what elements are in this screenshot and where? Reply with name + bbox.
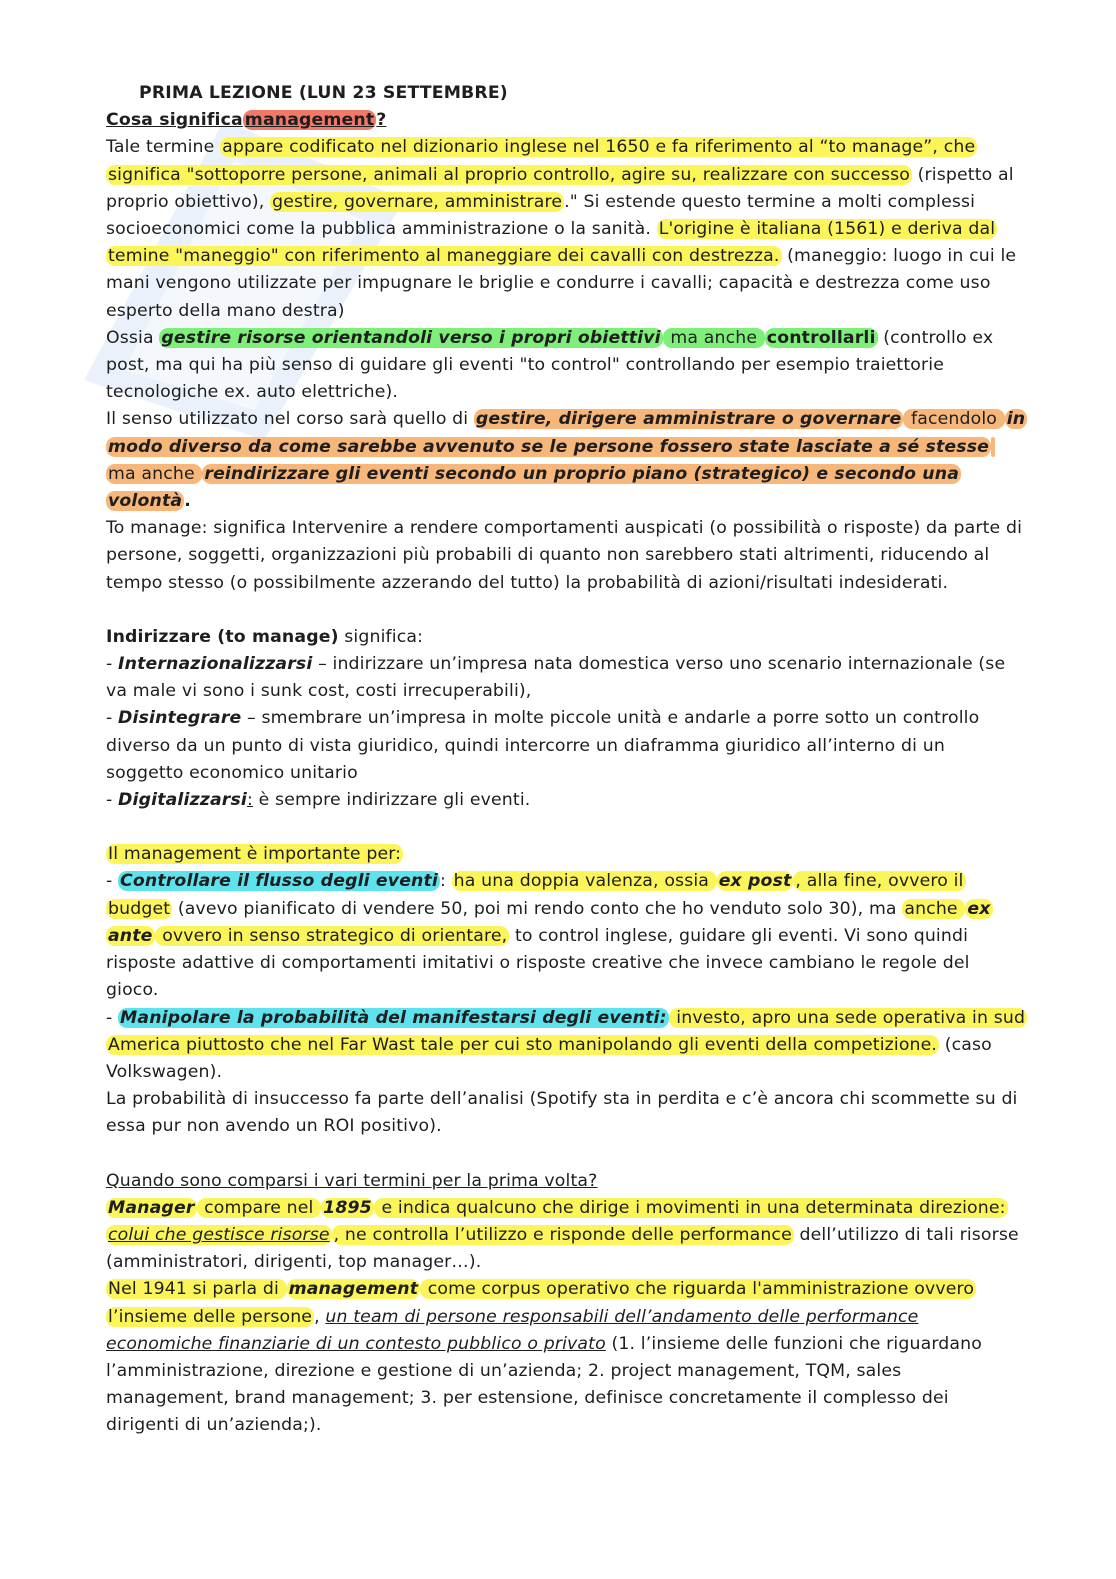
- text: Ossia: [106, 327, 160, 348]
- question-text: Cosa significa: [106, 110, 243, 131]
- highlight-orange: facendolo: [905, 409, 1003, 430]
- text: ,: [314, 1306, 326, 1327]
- highlight-yellow: investo, apro una sede operativa in sud America piuttosto che nel Far Wast tale per cui sto manipolando gli eventi della competizione.: [108, 1007, 1026, 1055]
- text: dell’utilizzo di tali risorse (amministratori, dirigenti, top manager…).: [106, 1224, 1019, 1273]
- highlight-yellow: , alla fine, ovvero il budget: [108, 871, 964, 919]
- highlight-orange: ma anche: [106, 437, 995, 484]
- bullet: -: [106, 708, 119, 729]
- bullet: -: [106, 1007, 119, 1028]
- highlight-yellow: colui che gestisce risorse: [108, 1224, 330, 1245]
- highlight-yellow: , ne controlla l’utilizzo e risponde delle performance: [333, 1224, 792, 1245]
- text: (controllo ex post, ma qui ha più senso di guidare gli eventi "to control" controllando per esempio traiettorie tecnologiche ex. auto elettriche).: [106, 327, 994, 403]
- highlight-yellow: compare nel: [198, 1197, 320, 1218]
- highlight-yellow: Manager: [108, 1197, 195, 1218]
- text: è sempre indirizzare gli eventi.: [252, 790, 531, 811]
- indirizzare-heading: [106, 624, 1026, 651]
- terms-heading: Quando sono comparsi i vari termini per la prima volta?: [106, 1170, 598, 1191]
- highlight-yellow: come corpus operativo che riguarda l'amministrazione ovvero l’insieme delle persone: [108, 1279, 975, 1327]
- paragraph-ossia: [106, 325, 1026, 407]
- text: (avevo pianificato di vendere 50, poi mi rendo conto che ho venduto solo 30), ma: [172, 898, 903, 919]
- text: to control inglese, guidare gli eventi. Vi sono quindi risposte adattive di comportamenti imitativi o risposte creative che invece cambiano le regole del gioco.: [106, 925, 970, 1001]
- list-item: [106, 868, 1026, 1004]
- paragraph-to-manage: To manage: significa Intervenire a rendere comportamenti auspicati (o possibilità o risposte) da parte di persone, soggetti, organizzazioni più probabili di quanto non sarebbero stati altrimenti, riducendo al tempo stesso (o possibilmente azzerando del tutto) la probabilità di azioni/risultati indesiderati.: [106, 518, 1023, 593]
- text: – smembrare un’impresa in molte piccole unità e andarle a porre sotto un controllo diverso da un punto di vista giuridico, quindi intercorre un diaframma giuridico all’interno di un soggetto economico unitario: [106, 708, 980, 783]
- document-page: [106, 80, 1026, 1440]
- text: :: [440, 871, 452, 892]
- highlight-yellow: ovvero in senso strategico di orientare,: [156, 925, 508, 946]
- highlight-management: management: [244, 110, 375, 131]
- highlight-yellow: Il management è importante per:: [108, 844, 402, 865]
- text: Tale termine: [106, 137, 221, 158]
- question-mark: ?: [376, 110, 387, 131]
- paragraph-senso: [106, 406, 1026, 515]
- highlight-green: ma anche: [664, 327, 763, 348]
- term: Internazionalizzarsi: [118, 654, 313, 675]
- text: (maneggio: luogo in cui le mani vengono utilizzate per impugnare le briglie e condurre i cavalli; capacità e destrezza come uso esperto della mano destra): [106, 246, 1017, 321]
- text: un team di persone responsabili dell’andamento delle performance economiche finanziarie di un contesto pubblico o privato: [106, 1306, 919, 1354]
- question-heading: [106, 107, 1026, 134]
- list-item: [106, 1005, 1026, 1087]
- text: Indirizzare (to manage): [106, 626, 339, 647]
- highlight-green: gestire risorse orientandoli verso i propri obiettivi: [161, 327, 661, 348]
- highlight-yellow: gestire, governare, amministrare: [272, 191, 563, 212]
- highlight-orange: in modo diverso da come sarebbe avvenuto se le persone fossero state lasciate a sé stesse: [108, 409, 1026, 457]
- paragraph-1941: [106, 1276, 1026, 1439]
- list-item: [106, 651, 1026, 705]
- text: Il senso utilizzato nel corso sarà quello di: [106, 409, 474, 430]
- bullet: -: [106, 871, 119, 892]
- bullet: -: [106, 790, 119, 811]
- text: :: [246, 790, 253, 811]
- text: – indirizzare un’impresa nata domestica verso uno scenario internazionale (se va male vi sono i sunk cost, costi irrecuperabili),: [106, 654, 1006, 702]
- page-title: PRIMA LEZIONE (LUN 23 SETTEMBRE): [139, 83, 508, 103]
- highlight-cyan: Manipolare la probabilità del manifestarsi degli eventi:: [120, 1007, 667, 1028]
- highlight-yellow: ex post: [718, 871, 792, 892]
- highlight-cyan: Controllare il flusso degli eventi: [120, 871, 438, 892]
- text: significa:: [338, 626, 424, 647]
- highlight-yellow: anche: [904, 898, 964, 919]
- highlight-yellow: management: [288, 1279, 419, 1300]
- bullet: -: [106, 654, 119, 675]
- list-item: [106, 705, 1026, 787]
- highlight-yellow: ha una doppia valenza, ossia: [453, 871, 715, 892]
- paragraph-insuccesso: La probabilità di insuccesso fa parte dell’analisi (Spotify sta in perdita e c’è ancora chi scommette su di essa pur non avendo un ROI positivo).: [106, 1089, 1018, 1137]
- importance-heading: [106, 841, 1026, 868]
- term: Digitalizzarsi: [118, 790, 247, 811]
- highlight-yellow: Nel 1941 si parla di: [108, 1279, 285, 1300]
- text: (rispetto al proprio obiettivo),: [106, 164, 1014, 212]
- highlight-green: controllarli: [766, 327, 876, 348]
- highlight-yellow: 1895: [323, 1197, 372, 1218]
- paragraph-manager: [106, 1195, 1026, 1277]
- highlight-orange: gestire, dirigere amministrare o governare: [475, 409, 902, 430]
- highlight-orange: reindirizzare gli eventi secondo un proprio piano (strategico) e secondo una volontà: [108, 463, 960, 512]
- text: ." Si estende questo termine a molti complessi socioeconomici come la pubblica amministrazione o la sanità.: [106, 191, 976, 240]
- list-item: [106, 787, 1026, 814]
- text: .: [184, 491, 191, 512]
- paragraph-definition: [106, 134, 1026, 324]
- highlight-yellow: appare codificato nel dizionario inglese nel 1650 e fa riferimento al “to manage”, che significa "sottoporre persone, animali al proprio controllo, agire su, realizzare con successo: [108, 137, 976, 185]
- highlight-yellow: e indica qualcuno che dirige i movimenti in una determinata direzione:: [375, 1197, 1006, 1218]
- term: Disintegrare: [118, 708, 242, 729]
- text: (caso Volkswagen).: [106, 1034, 992, 1082]
- highlight-yellow: L'origine è italiana (1561) e deriva dal temine "maneggio" con riferimento al maneggiare dei cavalli con destrezza.: [108, 219, 996, 267]
- highlight-yellow: ex ante: [108, 898, 991, 946]
- text: (1. l’insieme delle funzioni che riguardano l’amministrazione, direzione e gestione di un’azienda; 2. project management, TQM, sales management, brand management; 3. per estensione, definisce concretamente il complesso dei dirigenti di un’azienda;).: [106, 1333, 982, 1436]
